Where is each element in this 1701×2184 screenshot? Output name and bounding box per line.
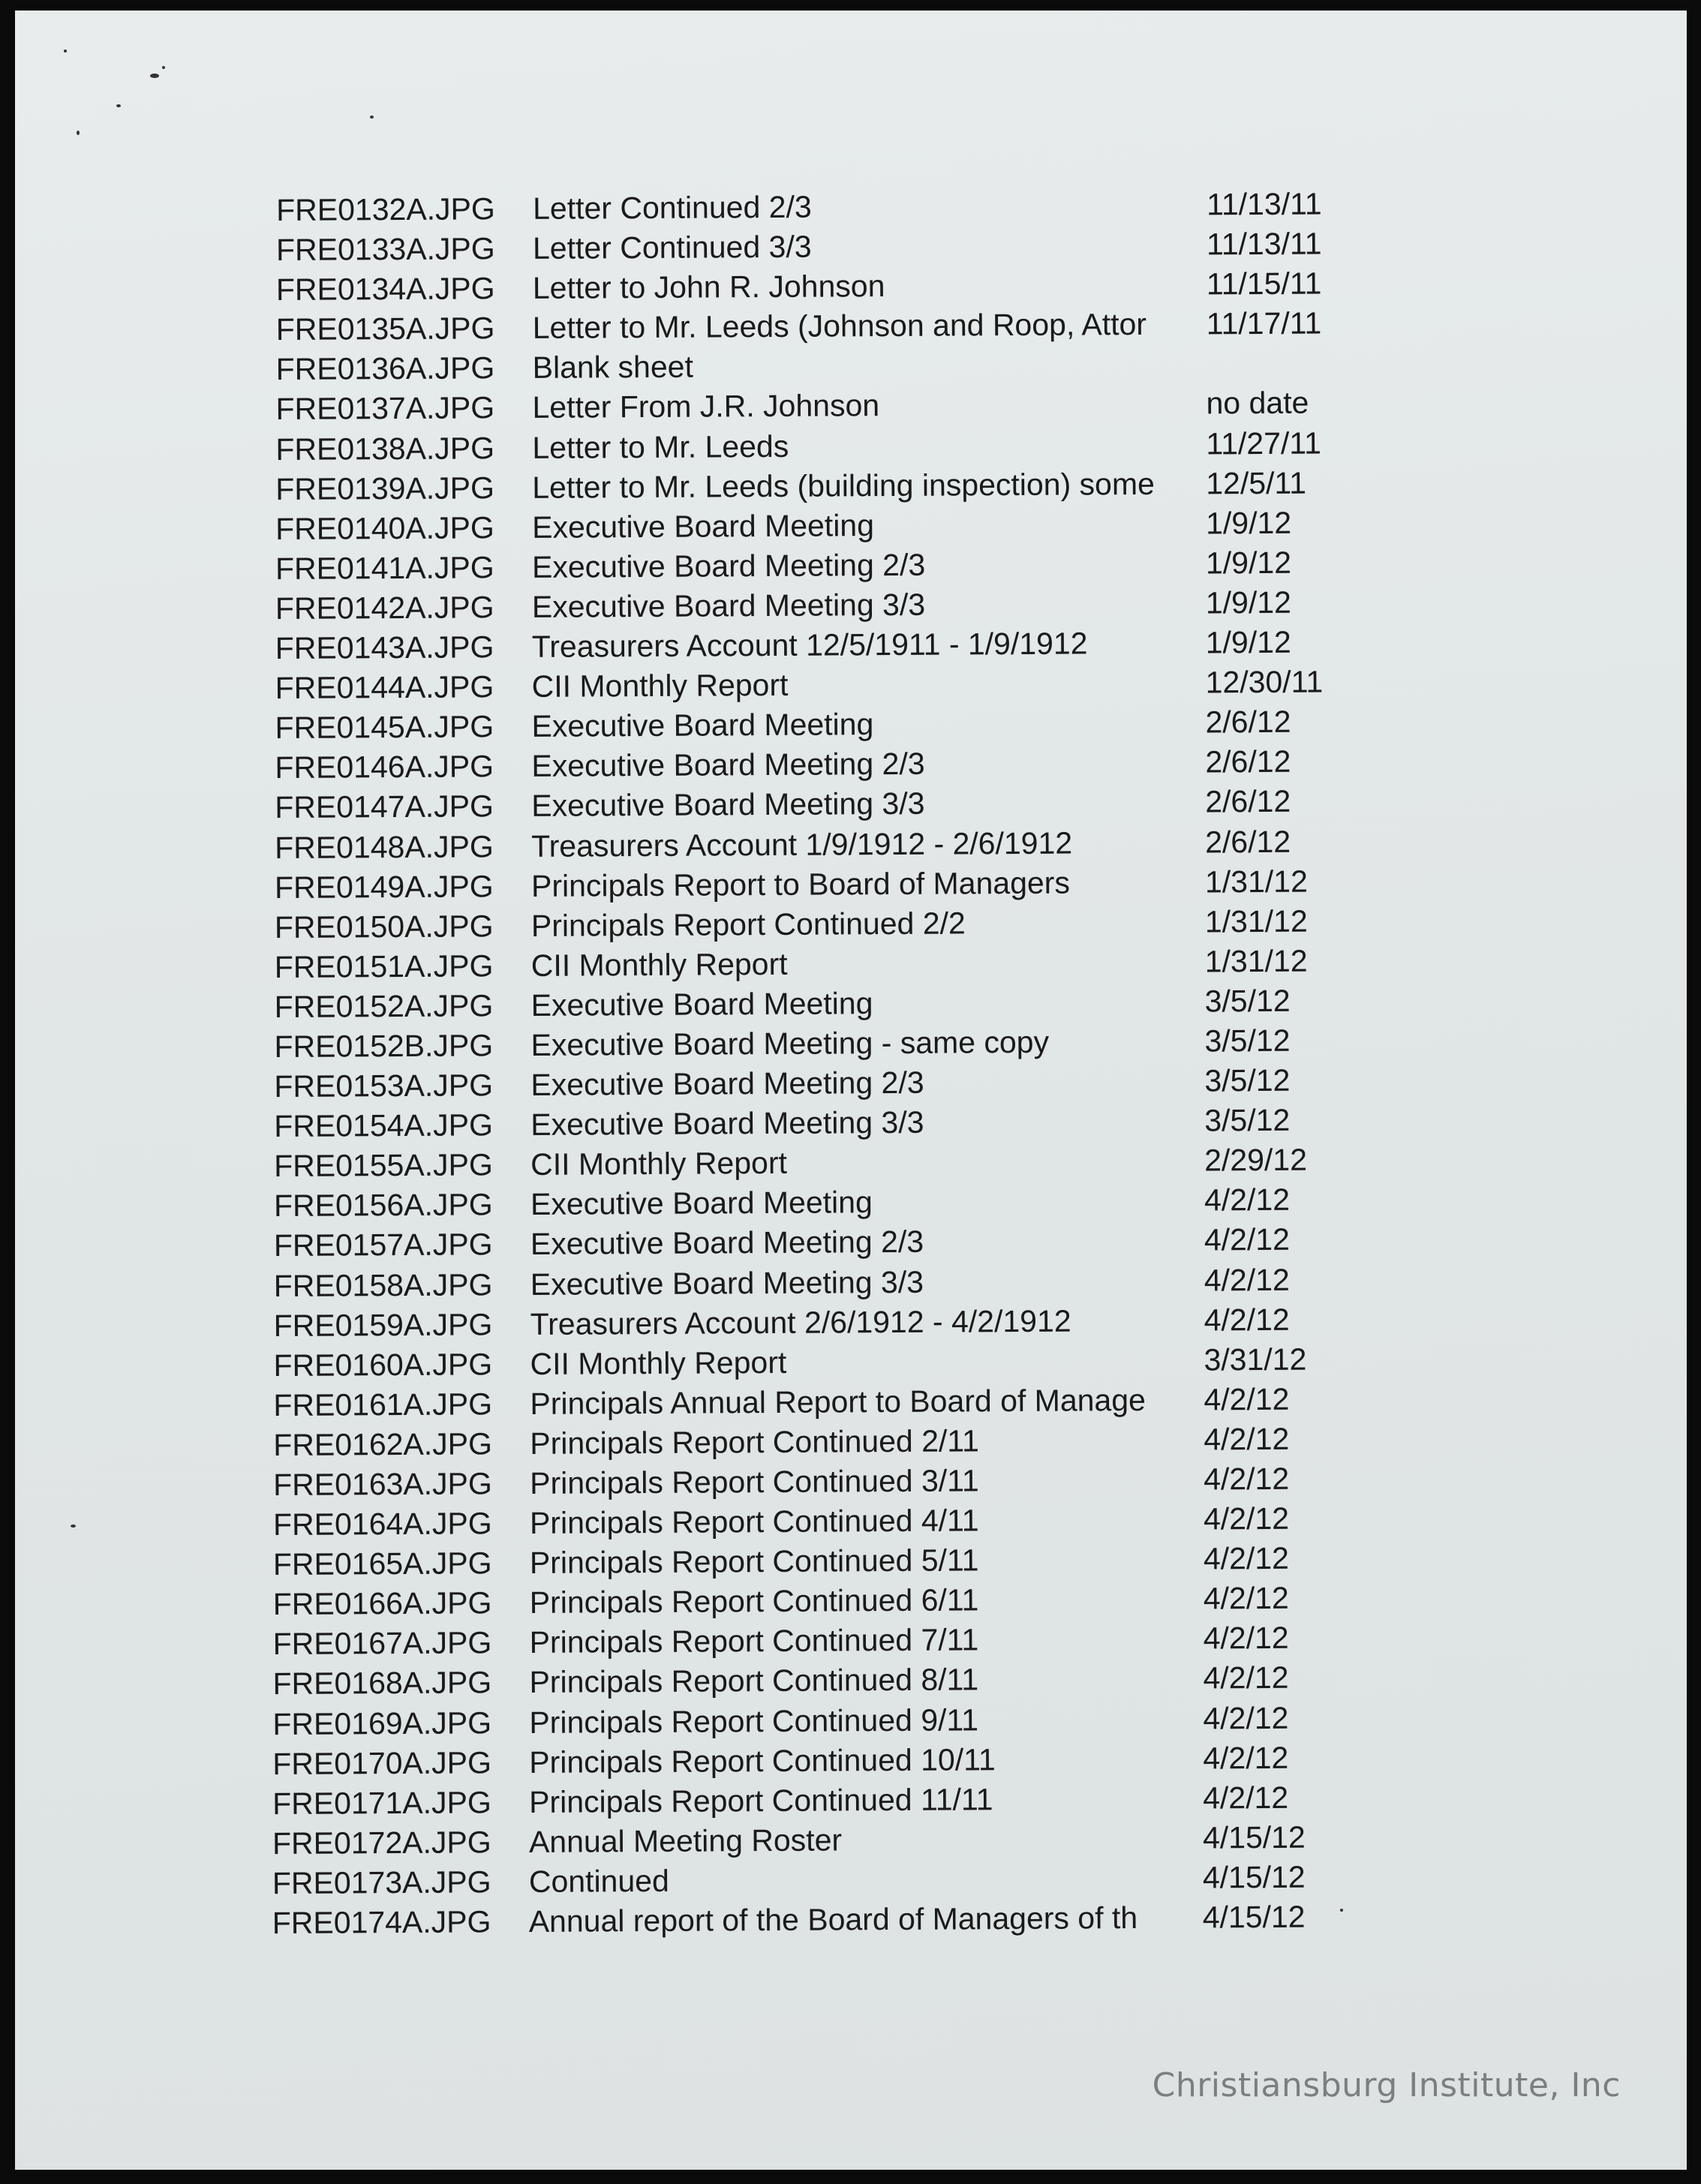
file-date: 1/9/12	[1205, 624, 1291, 660]
file-description: Letter to Mr. Leeds (Johnson and Roop, Attor	[532, 307, 1147, 346]
file-description: Executive Board Meeting 3/3	[530, 1104, 924, 1143]
file-description: Principals Report Continued 10/11	[529, 1741, 996, 1780]
file-name: FRE0153A.JPG	[274, 1068, 494, 1104]
file-date: 11/27/11	[1206, 425, 1322, 461]
listing-row	[274, 1180, 1339, 1227]
listing-row	[275, 702, 1340, 749]
file-name: FRE0141A.JPG	[275, 550, 494, 586]
file-date: 4/2/12	[1203, 1700, 1289, 1736]
file-name: FRE0157A.JPG	[273, 1227, 493, 1263]
file-name: FRE0155A.JPG	[274, 1147, 493, 1184]
listing-row	[275, 542, 1341, 589]
paper-speck	[162, 66, 165, 69]
listing-row	[275, 503, 1341, 549]
file-date: 4/2/12	[1204, 1222, 1291, 1257]
file-date: 2/6/12	[1205, 784, 1291, 819]
file-description: Executive Board Meeting - same copy	[530, 1024, 1050, 1062]
file-name: FRE0142A.JPG	[275, 590, 494, 626]
file-date: 1/9/12	[1205, 505, 1292, 541]
file-description: Principals Report Continued 7/11	[529, 1622, 979, 1660]
file-date: 11/15/11	[1206, 266, 1322, 302]
listing-row	[273, 1459, 1339, 1505]
listing-row	[275, 941, 1340, 987]
file-description: CII Monthly Report	[530, 1344, 787, 1381]
file-date: 4/2/12	[1203, 1501, 1290, 1537]
listing-row	[275, 383, 1341, 430]
file-description: Letter Continued 3/3	[532, 229, 812, 266]
file-name: FRE0136A.JPG	[275, 350, 495, 387]
file-date: 4/15/12	[1202, 1859, 1306, 1895]
listing-row	[272, 1897, 1338, 1943]
file-date: 4/2/12	[1204, 1262, 1290, 1298]
file-description: Principals Report Continued 5/11	[529, 1543, 979, 1581]
file-date: 4/15/12	[1202, 1899, 1306, 1935]
file-date: 4/2/12	[1202, 1780, 1289, 1816]
file-name: FRE0133A.JPG	[275, 231, 495, 268]
file-description: Letter to Mr. Leeds (building inspection) some	[532, 466, 1155, 505]
file-description: Principals Report Continued 2/11	[530, 1423, 980, 1461]
file-date: 1/9/12	[1205, 545, 1292, 581]
file-description: Executive Board Meeting	[531, 707, 874, 744]
file-name: FRE0173A.JPG	[272, 1864, 491, 1901]
listing-row	[272, 1738, 1338, 1784]
file-name: FRE0145A.JPG	[275, 709, 494, 746]
listing-row	[273, 1339, 1339, 1386]
file-name: FRE0138A.JPG	[275, 430, 495, 467]
scanned-page	[15, 11, 1687, 2170]
file-date: 1/31/12	[1204, 943, 1308, 979]
file-date: 4/2/12	[1203, 1740, 1289, 1776]
file-date: 4/2/12	[1204, 1381, 1290, 1417]
file-name: FRE0134A.JPG	[275, 271, 495, 308]
file-description: CII Monthly Report	[530, 1146, 788, 1182]
file-date: 4/15/12	[1202, 1819, 1306, 1855]
paper-speck	[370, 116, 374, 119]
file-date: 3/5/12	[1204, 1062, 1291, 1098]
file-name: FRE0158A.JPG	[273, 1266, 493, 1303]
listing-row	[272, 1618, 1338, 1665]
file-description: Executive Board Meeting 2/3	[531, 747, 925, 784]
paper-speck	[116, 104, 121, 107]
file-description: Principals Annual Report to Board of Manage	[530, 1382, 1147, 1421]
file-name: FRE0170A.JPG	[272, 1744, 492, 1781]
file-name: FRE0152A.JPG	[274, 988, 494, 1024]
listing-row	[275, 622, 1341, 668]
file-date: 2/6/12	[1204, 824, 1291, 859]
listing-row	[275, 463, 1341, 509]
file-description: Principals Report Continued 9/11	[529, 1702, 979, 1740]
file-date: 4/2/12	[1204, 1182, 1291, 1218]
file-description: CII Monthly Report	[530, 946, 788, 983]
listing-row	[275, 423, 1341, 470]
file-date: 3/5/12	[1204, 1023, 1291, 1059]
file-name: FRE0167A.JPG	[272, 1625, 492, 1662]
listing-row	[275, 742, 1340, 789]
file-description: Principals Report Continued 3/11	[529, 1463, 979, 1501]
listing-row	[273, 1579, 1339, 1625]
listing-row	[272, 1698, 1338, 1744]
file-date: 12/5/11	[1206, 465, 1307, 501]
file-description: Annual report of the Board of Managers of th	[528, 1900, 1138, 1939]
listing-row	[272, 1777, 1338, 1824]
file-description: Principals Report Continued 6/11	[529, 1582, 979, 1621]
file-name: FRE0139A.JPG	[275, 470, 495, 506]
file-description: Executive Board Meeting 3/3	[530, 1264, 924, 1302]
file-name: FRE0154A.JPG	[274, 1107, 494, 1144]
listing-row	[274, 1260, 1339, 1306]
file-date: 4/2/12	[1203, 1581, 1289, 1616]
file-date: 4/2/12	[1203, 1461, 1290, 1497]
listing-row	[276, 224, 1342, 270]
file-date: 11/13/11	[1206, 226, 1322, 262]
file-name: FRE0163A.JPG	[272, 1466, 492, 1503]
paper-speck	[71, 1525, 76, 1528]
file-date: 2/6/12	[1205, 744, 1291, 780]
file-date: 3/5/12	[1204, 983, 1291, 1019]
file-date: 4/2/12	[1203, 1540, 1290, 1576]
file-name: FRE0143A.JPG	[275, 629, 494, 666]
file-name: FRE0151A.JPG	[274, 948, 494, 984]
file-date: 1/31/12	[1204, 864, 1308, 900]
paper-speck	[150, 74, 159, 78]
file-listing	[272, 184, 1352, 1943]
file-description: Letter Continued 2/3	[533, 189, 812, 226]
file-name: FRE0162A.JPG	[273, 1426, 493, 1462]
listing-row	[275, 344, 1341, 390]
file-description: CII Monthly Report	[531, 667, 789, 704]
file-date: 4/2/12	[1204, 1302, 1290, 1338]
file-name: FRE0132A.JPG	[276, 191, 495, 227]
file-name: FRE0160A.JPG	[273, 1346, 493, 1383]
listing-row	[274, 1020, 1339, 1067]
file-description: Annual Meeting Roster	[528, 1822, 843, 1859]
listing-row	[273, 1379, 1339, 1425]
watermark-text: Christiansburg Institute, Inc	[1152, 2066, 1621, 2104]
listing-row	[274, 1101, 1339, 1147]
file-date: 4/2/12	[1203, 1621, 1289, 1656]
file-description: Principals Report Continued 8/11	[529, 1662, 979, 1700]
file-name: FRE0144A.JPG	[275, 669, 494, 706]
file-date: 3/5/12	[1204, 1102, 1291, 1138]
file-description: Principals Report Continued 11/11	[528, 1781, 993, 1819]
file-name: FRE0174A.JPG	[272, 1904, 491, 1941]
listing-row	[276, 304, 1342, 350]
listing-row	[276, 184, 1342, 230]
file-name: FRE0146A.JPG	[275, 749, 494, 786]
paper-speck	[64, 50, 67, 53]
listing-row	[275, 822, 1340, 868]
file-description: Principals Report Continued 2/2	[530, 906, 966, 943]
file-description: Principals Report Continued 4/11	[529, 1503, 979, 1541]
file-name: FRE0140A.JPG	[275, 509, 494, 546]
file-name: FRE0135A.JPG	[275, 311, 495, 347]
file-name: FRE0169A.JPG	[272, 1705, 492, 1741]
file-name: FRE0149A.JPG	[274, 868, 494, 905]
file-name: FRE0164A.JPG	[272, 1506, 492, 1543]
file-description: Executive Board Meeting	[530, 986, 873, 1023]
file-description: Executive Board Meeting 2/3	[530, 1065, 924, 1103]
file-description: Letter to John R. Johnson	[532, 269, 885, 306]
file-description: Letter to Mr. Leeds	[532, 428, 789, 465]
paper-speck	[77, 131, 80, 135]
file-name: FRE0137A.JPG	[275, 390, 495, 427]
file-name: FRE0159A.JPG	[273, 1306, 493, 1343]
file-description: Treasurers Account 1/9/1912 - 2/6/1912	[531, 825, 1073, 864]
listing-row	[272, 1857, 1338, 1903]
file-date: 11/13/11	[1206, 186, 1322, 222]
file-date: 1/9/12	[1205, 584, 1292, 620]
file-date: 4/2/12	[1204, 1421, 1290, 1457]
file-name: FRE0150A.JPG	[274, 908, 494, 945]
file-description: Letter From J.R. Johnson	[532, 388, 880, 425]
listing-row	[275, 901, 1340, 948]
file-name: FRE0165A.JPG	[272, 1546, 492, 1582]
file-description: Treasurers Account 12/5/1911 - 1/9/1912	[531, 626, 1088, 664]
file-name: FRE0161A.JPG	[273, 1386, 493, 1422]
file-date: 2/29/12	[1204, 1142, 1308, 1178]
file-description: Executive Board Meeting 3/3	[531, 587, 926, 624]
file-description: Executive Board Meeting	[530, 1185, 873, 1222]
listing-row	[274, 1060, 1339, 1107]
listing-row	[272, 1817, 1338, 1864]
file-description: Executive Board Meeting	[532, 507, 875, 545]
listing-row	[273, 1419, 1339, 1465]
file-description: Principals Report to Board of Managers	[530, 865, 1071, 903]
file-date: 4/2/12	[1203, 1660, 1289, 1696]
file-date: 2/6/12	[1205, 704, 1291, 740]
listing-row	[275, 662, 1340, 708]
file-name: FRE0148A.JPG	[275, 828, 494, 865]
listing-row	[272, 1658, 1338, 1705]
file-date: no date	[1206, 386, 1309, 421]
file-date: 3/31/12	[1204, 1341, 1307, 1377]
file-name: FRE0147A.JPG	[275, 789, 494, 825]
file-description: Executive Board Meeting 2/3	[531, 547, 926, 584]
listing-row	[275, 782, 1340, 828]
file-name: FRE0171A.JPG	[272, 1785, 491, 1821]
file-description: Executive Board Meeting 2/3	[530, 1224, 924, 1262]
listing-row	[274, 1220, 1339, 1266]
file-name: FRE0168A.JPG	[272, 1665, 492, 1702]
file-name: FRE0166A.JPG	[272, 1585, 492, 1622]
file-name: FRE0172A.JPG	[272, 1825, 491, 1861]
file-date: 11/17/11	[1206, 305, 1322, 341]
listing-row	[274, 1140, 1339, 1187]
file-name: FRE0152B.JPG	[274, 1028, 494, 1065]
file-description: Executive Board Meeting 3/3	[531, 786, 925, 824]
file-description: Continued	[528, 1863, 669, 1899]
file-date: 1/31/12	[1204, 903, 1308, 939]
file-description: Blank sheet	[532, 349, 694, 386]
listing-row	[274, 981, 1339, 1027]
listing-row	[275, 582, 1341, 629]
listing-row	[273, 1498, 1339, 1545]
file-description: Treasurers Account 2/6/1912 - 4/2/1912	[530, 1303, 1071, 1341]
file-name: FRE0156A.JPG	[273, 1187, 493, 1224]
listing-row	[273, 1539, 1339, 1585]
file-date: 12/30/11	[1205, 664, 1324, 700]
listing-row	[275, 861, 1340, 908]
listing-row	[276, 264, 1342, 311]
listing-row	[273, 1299, 1339, 1346]
